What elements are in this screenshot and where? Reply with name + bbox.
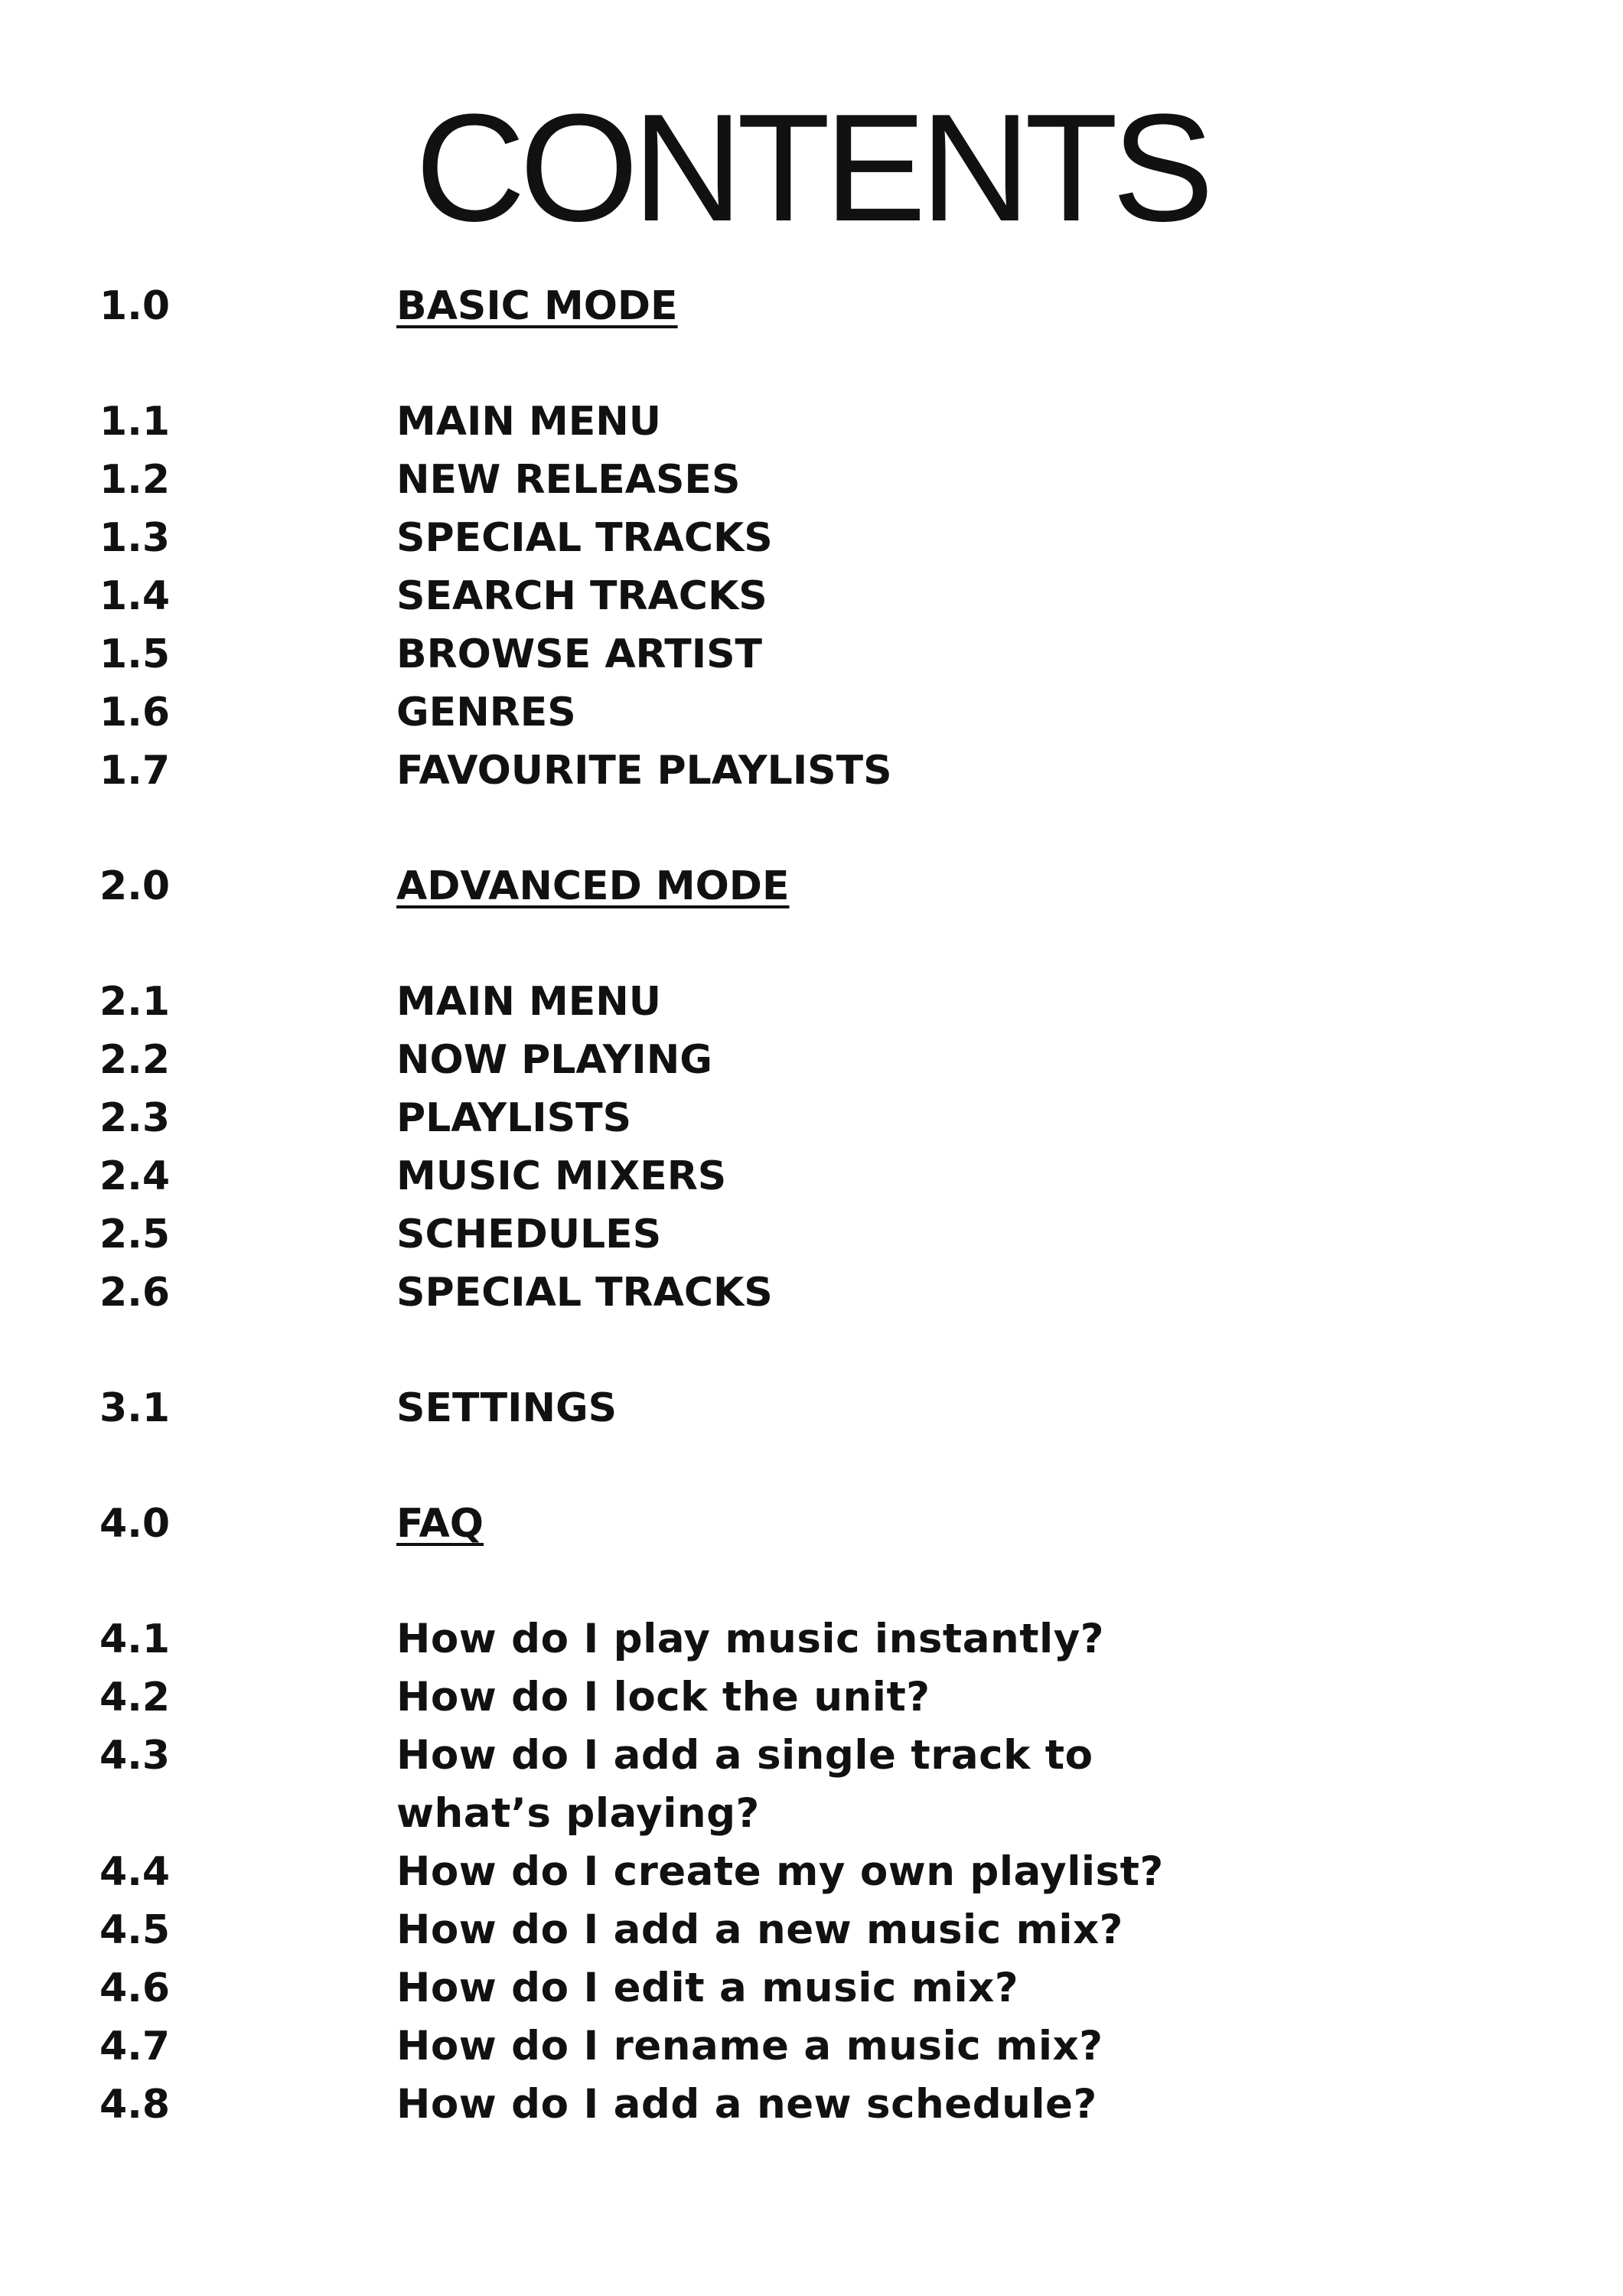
toc-label: MAIN MENU bbox=[396, 979, 661, 1025]
toc-heading-label: ADVANCED MODE bbox=[396, 863, 790, 909]
toc-label: SPECIAL TRACKS bbox=[396, 1270, 773, 1316]
toc-number: 1.0 bbox=[99, 283, 171, 329]
toc-number: 2.4 bbox=[99, 1153, 171, 1199]
toc-label: How do I add a single track to bbox=[396, 1732, 1093, 1779]
toc-item-settings[interactable] bbox=[0, 1379, 1623, 1437]
toc-item-faq-rename-music-mix[interactable] bbox=[0, 2017, 1623, 2076]
toc-number: 2.2 bbox=[99, 1037, 171, 1083]
toc-label: How do I lock the unit? bbox=[396, 1674, 930, 1720]
toc-number: 2.6 bbox=[99, 1270, 171, 1316]
toc-number: 1.2 bbox=[99, 457, 171, 503]
toc-number: 1.4 bbox=[99, 573, 171, 619]
toc-heading-advanced-mode[interactable] bbox=[0, 857, 1623, 915]
toc-label-continuation[interactable]: what’s playing? bbox=[396, 1790, 760, 1837]
toc-heading-label: BASIC MODE bbox=[396, 283, 678, 329]
toc-label: SEARCH TRACKS bbox=[396, 573, 768, 619]
toc-item-schedules[interactable] bbox=[0, 1205, 1623, 1264]
page-title: CONTENTS bbox=[415, 83, 1208, 253]
toc-label: FAVOURITE PLAYLISTS bbox=[396, 748, 892, 794]
toc-number: 3.1 bbox=[99, 1385, 171, 1431]
toc-item-main-menu[interactable] bbox=[0, 393, 1623, 451]
toc-number: 4.5 bbox=[99, 1907, 171, 1953]
toc-item-main-menu[interactable] bbox=[0, 973, 1623, 1031]
toc-label: How do I add a new schedule? bbox=[396, 2081, 1097, 2128]
toc-item-faq-add-single-track[interactable] bbox=[0, 1727, 1623, 1785]
toc-item-faq-play-music[interactable] bbox=[0, 1610, 1623, 1668]
toc-item-faq-create-playlist[interactable] bbox=[0, 1843, 1623, 1901]
toc-item-faq-lock-unit[interactable] bbox=[0, 1668, 1623, 1727]
toc-item-faq-edit-music-mix[interactable] bbox=[0, 1959, 1623, 2017]
toc-label: SPECIAL TRACKS bbox=[396, 515, 773, 561]
toc-item-faq-add-schedule[interactable] bbox=[0, 2076, 1623, 2134]
toc-item-now-playing[interactable] bbox=[0, 1031, 1623, 1089]
toc-number: 4.0 bbox=[99, 1501, 171, 1547]
toc-number: 4.8 bbox=[99, 2082, 171, 2128]
toc-item-special-tracks[interactable] bbox=[0, 1264, 1623, 1322]
toc-label: SCHEDULES bbox=[396, 1212, 662, 1257]
toc-label: PLAYLISTS bbox=[396, 1095, 632, 1141]
toc-label: GENRES bbox=[396, 690, 576, 735]
toc-heading-basic-mode[interactable] bbox=[0, 277, 1623, 335]
toc-item-playlists[interactable] bbox=[0, 1089, 1623, 1147]
toc-label: How do I play music instantly? bbox=[396, 1616, 1105, 1662]
toc-number: 4.1 bbox=[99, 1616, 171, 1662]
toc-item-browse-artist[interactable] bbox=[0, 625, 1623, 683]
toc-number: 4.6 bbox=[99, 1965, 171, 2011]
toc-number: 2.1 bbox=[99, 979, 171, 1025]
toc-heading-label: FAQ bbox=[396, 1501, 484, 1547]
toc-number: 1.5 bbox=[99, 631, 171, 677]
toc-label: MUSIC MIXERS bbox=[396, 1153, 727, 1199]
toc-number: 1.7 bbox=[99, 748, 171, 794]
toc-label: NOW PLAYING bbox=[396, 1037, 712, 1083]
toc-number: 2.5 bbox=[99, 1212, 171, 1257]
toc-item-new-releases[interactable] bbox=[0, 451, 1623, 509]
toc-item-genres[interactable] bbox=[0, 683, 1623, 742]
toc-heading-faq[interactable] bbox=[0, 1495, 1623, 1553]
toc-label: How do I add a new music mix? bbox=[396, 1906, 1123, 1953]
toc-number: 4.4 bbox=[99, 1849, 171, 1895]
toc-item-favourite-playlists[interactable] bbox=[0, 742, 1623, 800]
toc-label: MAIN MENU bbox=[396, 399, 661, 445]
toc-number: 4.7 bbox=[99, 2024, 171, 2069]
toc-number: 2.3 bbox=[99, 1095, 171, 1141]
toc-item-faq-add-music-mix[interactable] bbox=[0, 1901, 1623, 1959]
toc-number: 2.0 bbox=[99, 863, 171, 909]
toc-label: How do I rename a music mix? bbox=[396, 2023, 1103, 2069]
toc-number: 4.3 bbox=[99, 1733, 171, 1779]
toc-label: NEW RELEASES bbox=[396, 457, 741, 503]
toc-label: SETTINGS bbox=[396, 1385, 618, 1431]
toc-number: 1.3 bbox=[99, 515, 171, 561]
toc-number: 1.1 bbox=[99, 399, 171, 445]
toc-label: BROWSE ARTIST bbox=[396, 631, 763, 677]
toc-item-special-tracks[interactable] bbox=[0, 509, 1623, 567]
toc-item-music-mixers[interactable] bbox=[0, 1147, 1623, 1205]
toc-number: 4.2 bbox=[99, 1675, 171, 1720]
toc-label: How do I create my own playlist? bbox=[396, 1848, 1164, 1895]
toc-item-search-tracks[interactable] bbox=[0, 567, 1623, 625]
toc-number: 1.6 bbox=[99, 690, 171, 735]
toc-label: How do I edit a music mix? bbox=[396, 1965, 1019, 2011]
